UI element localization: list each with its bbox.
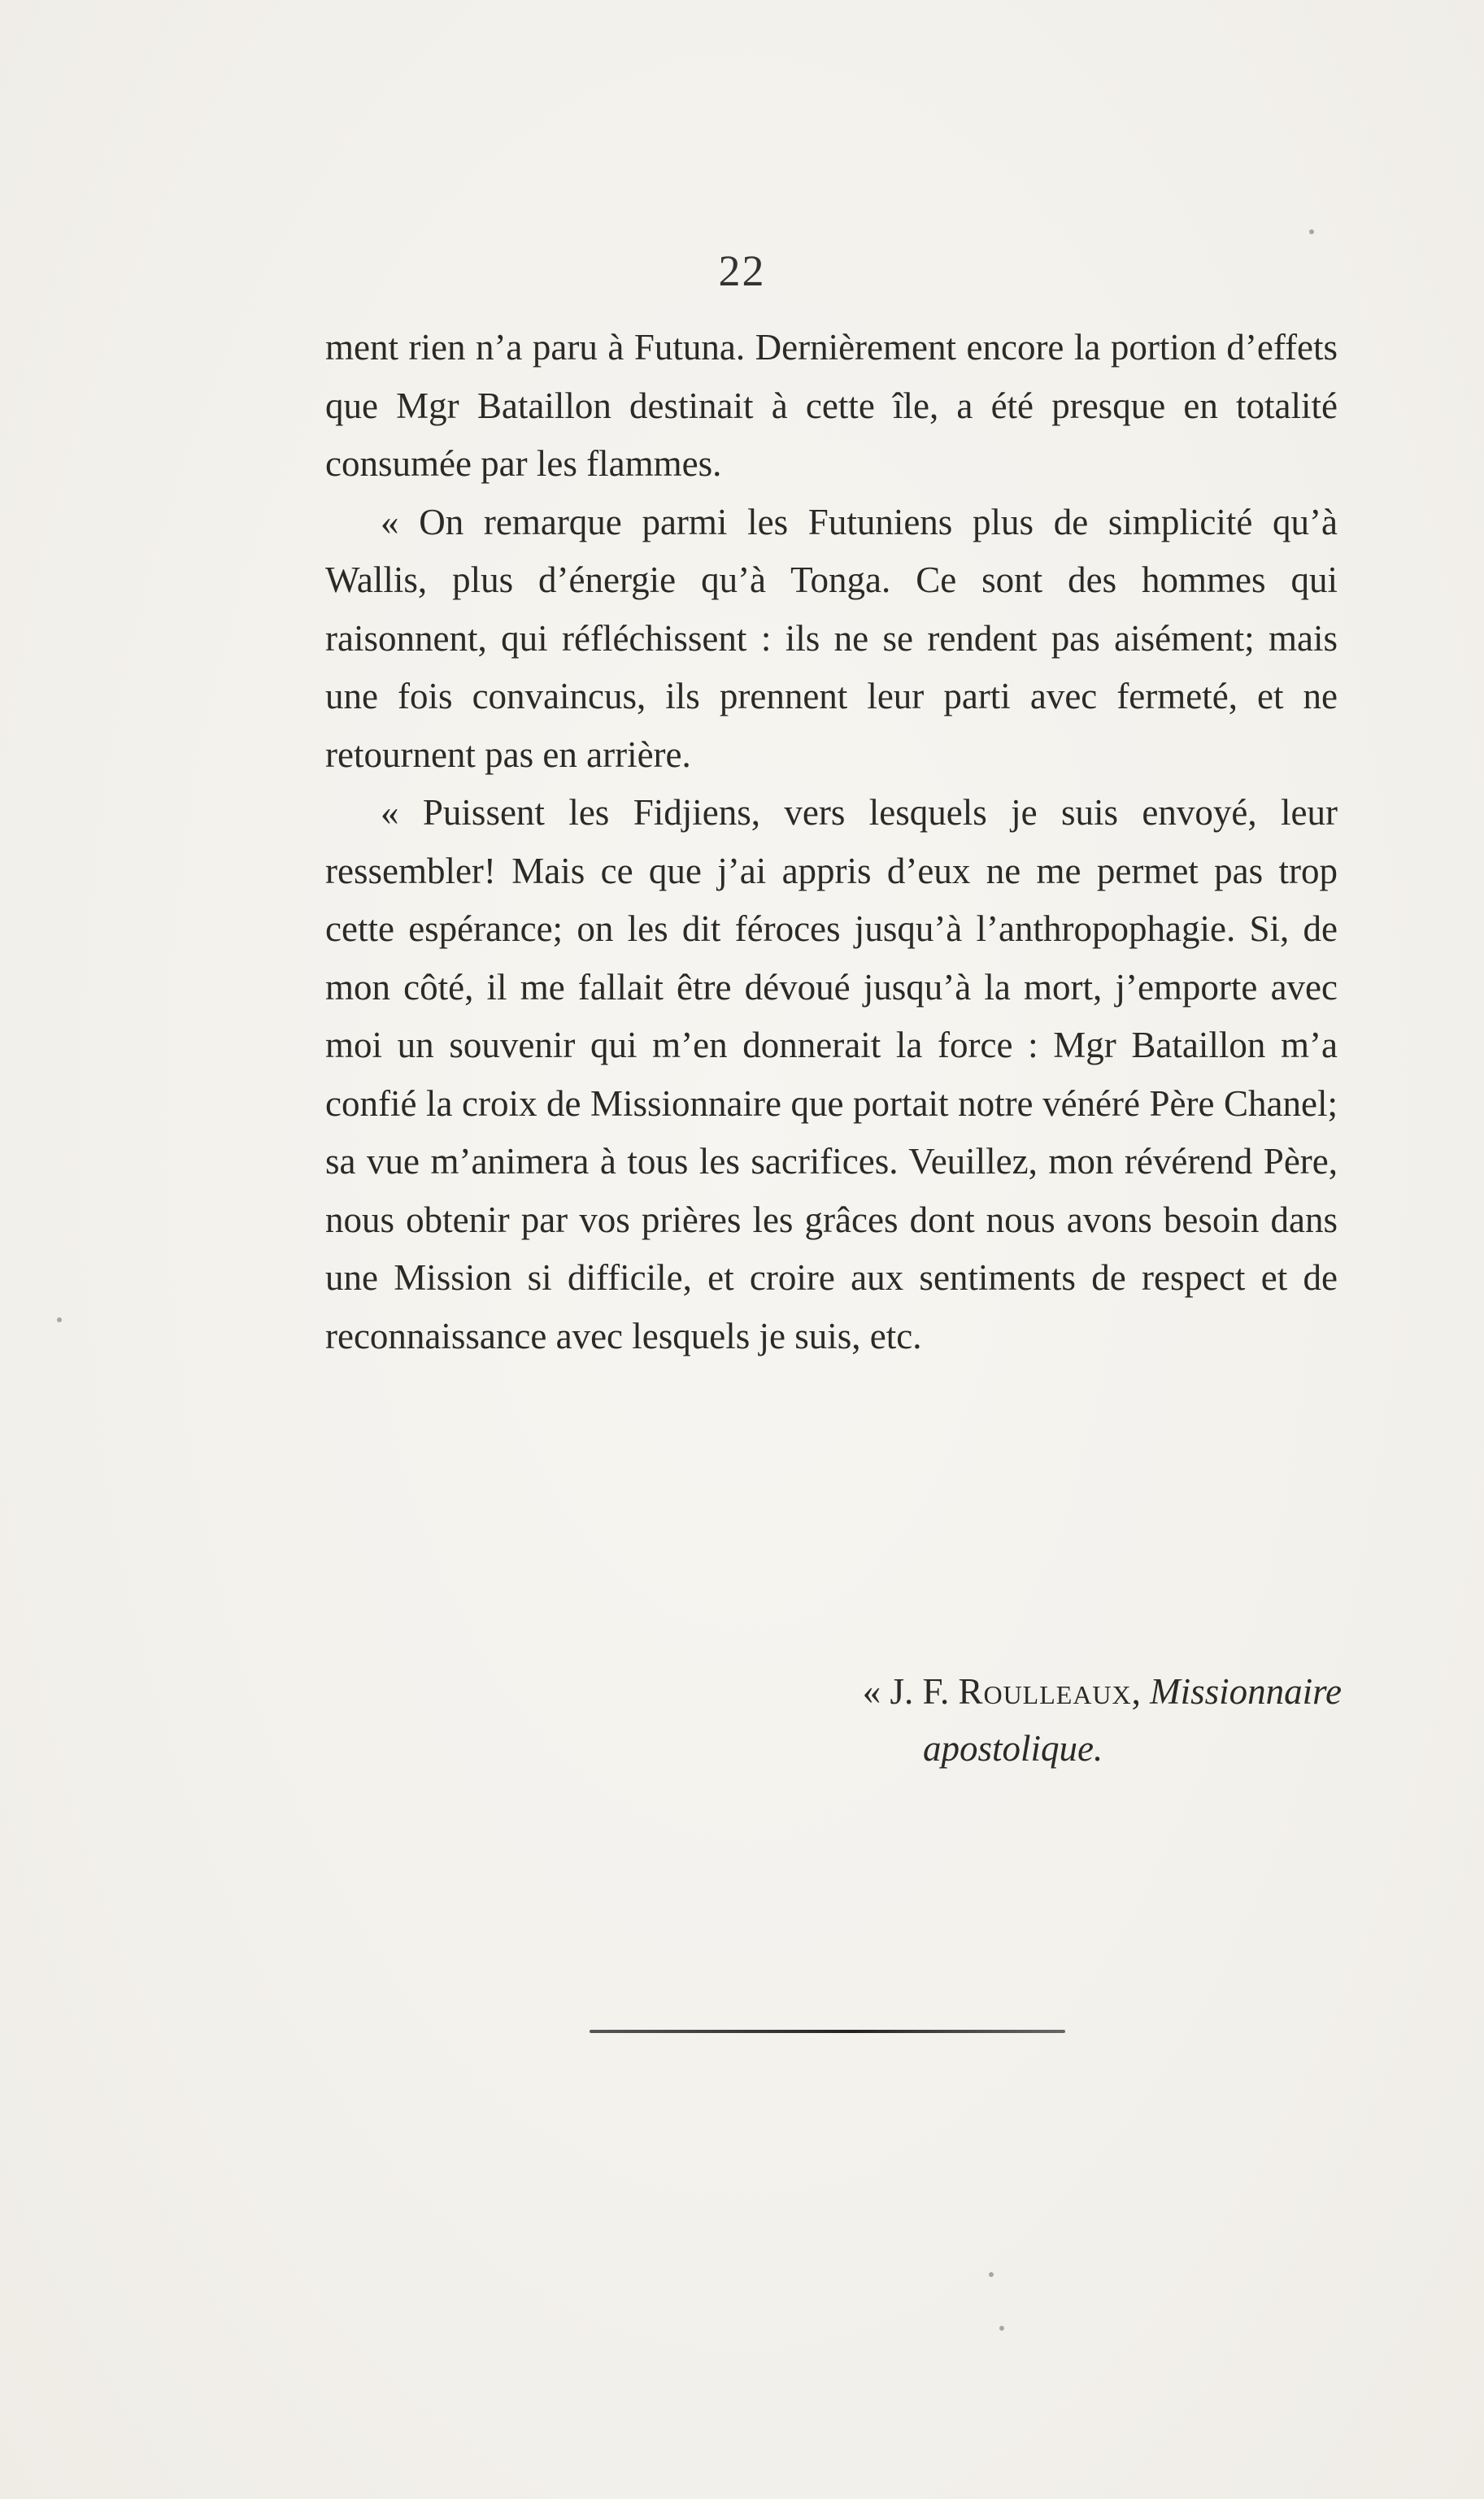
signature-title-line-2: apostolique. xyxy=(923,1728,1103,1769)
paper-speck xyxy=(1309,229,1314,234)
paragraph-continuation: ment rien n’a paru à Futuna. Dernièrement encore la portion d’effets que Mgr Bataillon destinait à cette île, a été presque en totalité consumée par les flammes. xyxy=(325,327,1338,484)
paper-speck xyxy=(989,2272,994,2277)
signature xyxy=(716,1663,1342,1777)
paragraph-futuniens: « On remarque parmi les Futuniens plus de simplicité qu’à Wallis, plus d’énergie qu’à Tonga. Ce sont des hommes qui raisonnent, qui réfléchissent : ils ne se rendent pas aisément; mais une fois convaincus, ils prennent leur parti avec fermeté, et ne retournent pas en arrière. xyxy=(325,501,1338,775)
body-text xyxy=(325,319,1338,1365)
paragraph-fidjiens: « Puissent les Fidjiens, vers lesquels je suis envoyé, leur ressembler! Mais ce que j’ai appris d’eux ne me permet pas trop cette espérance; on les dit féroces jusqu’à l’anthropophagie. Si, de mon côté, il me fallait être dévoué jusqu’à la mort, j’emporte avec moi un souvenir qui m’en donnerait la force : Mgr Bataillon m’a confié la croix de Missionnaire que portait notre vénéré Père Chanel; sa vue m’animera à tous les sacrifices. Veuillez, mon révérend Père, nous obtenir par vos prières les grâces dont nous avons besoin dans une Mission si difficile, et croire aux sentiments de respect et de reconnaissance avec lesquels je suis, etc. xyxy=(325,792,1338,1356)
signature-title: Missionnaire xyxy=(1150,1671,1342,1712)
signature-prefix: « J. F. xyxy=(862,1671,950,1712)
paper-speck xyxy=(999,2326,1004,2331)
signature-line-1: « J. F. Roulleaux, Missionnaire xyxy=(862,1671,1342,1712)
paper-speck xyxy=(57,1317,62,1322)
page-number: 22 xyxy=(718,246,766,295)
closing-rule xyxy=(590,2030,1065,2033)
signature-name: Roulleaux xyxy=(958,1671,1132,1712)
